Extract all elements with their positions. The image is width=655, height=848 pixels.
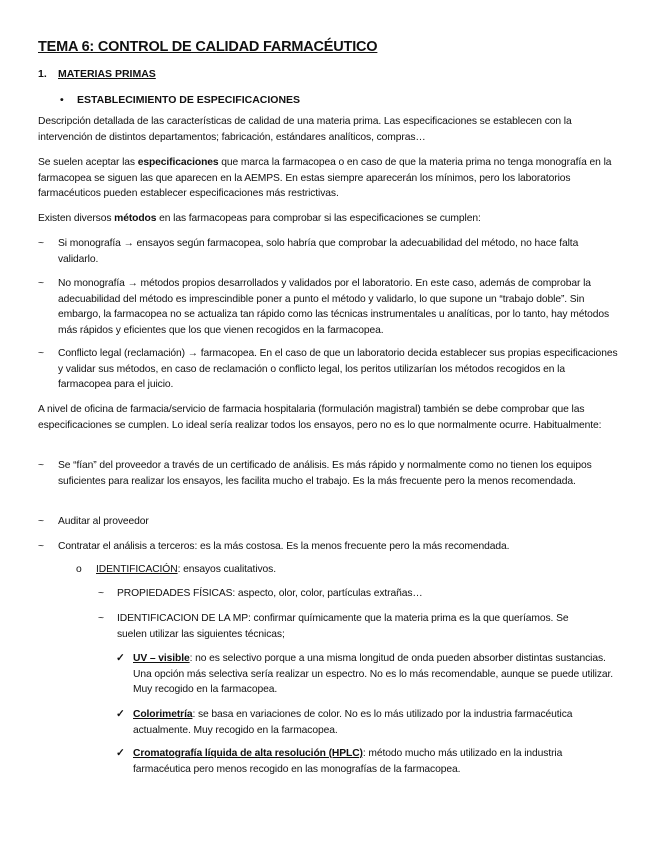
identificacion-item	[76, 562, 616, 578]
tilde-bullet-icon: ~	[38, 460, 44, 471]
tilde-bullet-icon: ~	[38, 238, 44, 249]
tilde-bullet-icon: ~	[38, 516, 44, 527]
text-run: que marca la farmacopea o en caso de que la materia prima no tenga monografía en la farmacopea se siguen las que aparecen en la AEMPS. En estas siempre aparecerán los mínimos, pero los laboratorios farmacéuticos pueden establecer especificaciones más restrictivas.	[38, 157, 612, 200]
checkmark-icon: ✓	[116, 709, 125, 720]
list-item	[38, 539, 618, 555]
technique-item	[116, 707, 616, 738]
technique-item	[116, 651, 616, 698]
list-item	[38, 346, 618, 393]
text-run: en las farmacopeas para comprobar si las especificaciones se cumplen:	[156, 213, 481, 224]
tilde-bullet-icon: ~	[98, 613, 104, 624]
list-item	[38, 514, 618, 530]
technique-desc: : no es selectivo porque a una misma longitud de onda pueden absorber distintas sustancias. Una opción más selectiva sería realizar un espectro. No es lo más recomendable, aunque se puede utilizar. Muy recogido en la farmacopea.	[133, 653, 614, 696]
sub-list-item	[98, 586, 616, 602]
section-number: 1.	[38, 68, 47, 80]
technique-name: Colorimetría	[133, 709, 193, 720]
checkmark-icon: ✓	[116, 748, 125, 759]
technique-desc: : método mucho más utilizado en la industria farmacéutica pero menos recogido en las monografías de la farmacopea.	[133, 748, 563, 775]
list-item	[38, 236, 618, 267]
subsection-heading	[60, 94, 300, 106]
section-label: MATERIAS PRIMAS	[58, 68, 156, 80]
tilde-bullet-icon: ~	[38, 348, 44, 359]
list-item-text: Si monografía → ensayos según farmacopea, solo habría que comprobar la adecuabilidad del método, no hace falta validarlo.	[58, 238, 579, 265]
sub-list-item	[98, 611, 598, 642]
identificacion-label: IDENTIFICACIÓN	[96, 564, 178, 575]
list-item-text: Auditar al proveedor	[58, 516, 149, 527]
sub-list-item-text: PROPIEDADES FÍSICAS: aspecto, olor, color, partículas extrañas…	[117, 588, 423, 599]
list-item	[38, 458, 618, 489]
tilde-bullet-icon: ~	[38, 541, 44, 552]
technique-item	[116, 746, 616, 777]
identificacion-text: : ensayos cualitativos.	[177, 564, 276, 575]
technique-name: UV – visible	[133, 653, 190, 664]
text-run: Existen diversos	[38, 213, 115, 224]
checkmark-icon: ✓	[116, 653, 125, 664]
circle-bullet-icon: o	[76, 564, 82, 575]
technique-name: Cromatografía líquida de alta resolución (HPLC)	[133, 748, 363, 759]
list-item	[38, 276, 618, 338]
bold-term: especificaciones	[137, 157, 219, 168]
text-run: Se suelen aceptar las	[38, 157, 138, 168]
paragraph-description: Descripción detallada de las características de calidad de una materia prima. Las especificaciones se establecen con la intervención de distintos departamentos; fabricación, estándares analíticos, compras…	[38, 116, 572, 143]
paragraph-especificaciones	[38, 155, 618, 202]
bold-term: métodos	[114, 213, 157, 224]
list-item-text: Se “fían” del proveedor a través de un certificado de análisis. Es más rápido y normalmente como no tienen los equipos suficientes para realizar los ensayos, les facilita mucho el trabajo. Es la más frecuente pero la menos recomendada.	[58, 460, 592, 487]
list-item-text: No monografía → métodos propios desarrollados y validados por el laboratorio. En este caso, además de comprobar la adecuabilidad del método es imprescindible poner a punto el método y validarlo, lo que supone un “trabajo doble”. Sin embargo, la farmacopea no se actualiza tan rápido como las técnicas instrumentales u analíticas, por lo tanto, hay métodos más rápidos y eficientes que los que vienen recogidos en la farmacopea.	[58, 278, 610, 336]
subsection-label: ESTABLECIMIENTO DE ESPECIFICACIONES	[77, 94, 301, 106]
paragraph-metodos	[38, 211, 618, 227]
tilde-bullet-icon: ~	[38, 278, 44, 289]
bullet-icon: •	[60, 94, 64, 106]
section-heading	[38, 68, 156, 80]
technique-desc: : se basa en variaciones de color. No es lo más utilizado por la industria farmacéutica actualmente. Muy recogido en la farmacopea.	[133, 709, 573, 736]
list-item-text: Contratar el análisis a terceros: es la más costosa. Es la menos frecuente pero la más recomendada.	[58, 541, 510, 552]
list-item-text: Conflicto legal (reclamación) → farmacopea. En el caso de que un laboratorio decida establecer sus propias especificaciones y validar sus métodos, en caso de reclamación o conflicto legal, los peritos utilizarían los métodos recogidos en la farmacopea para el juicio.	[58, 348, 618, 391]
document-title: TEMA 6: CONTROL DE CALIDAD FARMACÉUTICO	[38, 39, 378, 55]
sub-list-item-text: IDENTIFICACION DE LA MP: confirmar químicamente que la materia prima es la que queríamos. Se suelen utilizar las siguientes técnicas;	[117, 613, 569, 640]
paragraph-oficina: A nivel de oficina de farmacia/servicio de farmacia hospitalaria (formulación magistral) también se debe comprobar que las especificaciones se cumplen. Lo ideal sería realizar todos los ensayos, pero no es lo que normalmente ocurre. Habitualmente:	[38, 404, 602, 431]
tilde-bullet-icon: ~	[98, 588, 104, 599]
